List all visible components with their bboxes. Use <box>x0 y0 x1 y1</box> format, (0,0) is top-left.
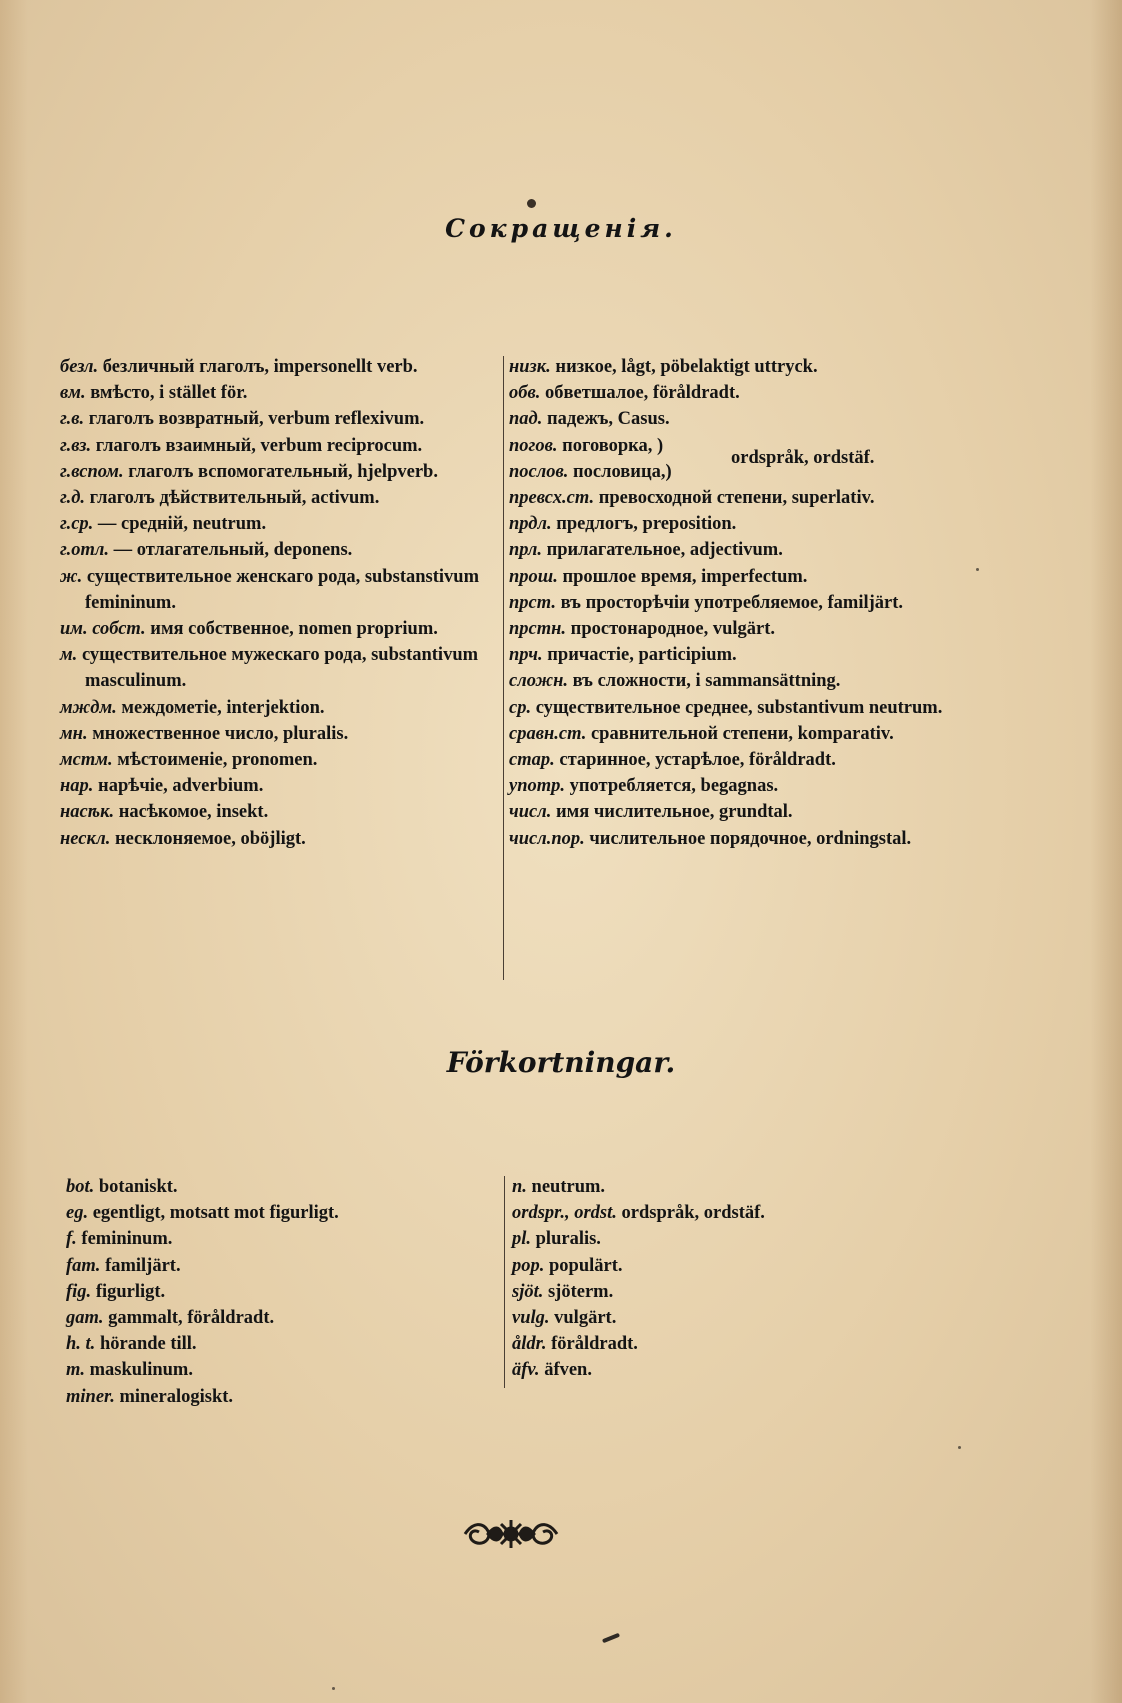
list-item <box>512 1226 942 1252</box>
meaning: neutrum. <box>531 1177 606 1197</box>
ink-speck <box>958 1446 961 1449</box>
abbreviation: прстн. <box>509 619 567 640</box>
meaning: figurligt. <box>95 1281 166 1302</box>
abbreviation: bot. <box>66 1177 95 1197</box>
list-item <box>60 695 500 721</box>
list-item <box>512 1253 942 1279</box>
meaning: ordspråk, ordstäf. <box>621 1203 765 1224</box>
russian-right-column <box>509 354 955 852</box>
list-item <box>66 1384 496 1410</box>
list-item <box>66 1331 496 1357</box>
abbreviation: числ.пор. <box>509 828 585 849</box>
meaning: несклоняемое, oböjligt. <box>114 828 306 849</box>
meaning: прошлое время, imperfectum. <box>562 566 808 587</box>
list-item <box>60 799 500 825</box>
meaning: maskulinum. <box>89 1360 193 1381</box>
meaning: мѣстоименіе, pronomen. <box>117 750 318 771</box>
abbreviation: превсх.ст. <box>509 488 595 508</box>
list-item <box>66 1305 496 1331</box>
list-item <box>60 380 500 406</box>
swedish-column-divider <box>504 1176 505 1388</box>
meaning: — средній, neutrum. <box>97 514 267 535</box>
list-item <box>512 1200 942 1226</box>
meaning: вмѣсто, i stället för. <box>90 383 248 404</box>
abbreviation: eg. <box>66 1203 89 1224</box>
list-item <box>60 826 500 852</box>
meaning: пословица,) <box>573 461 672 482</box>
meaning: обветшалое, föråldradt. <box>545 383 740 404</box>
meaning: поговорка, ) <box>562 435 664 456</box>
meaning: падежъ, Casus. <box>546 409 670 430</box>
abbreviation: ж. <box>60 566 83 587</box>
russian-left-column <box>60 354 500 852</box>
abbreviation: низк. <box>509 357 551 377</box>
abbreviation: h. t. <box>66 1334 96 1355</box>
abbreviation: безл. <box>60 357 99 377</box>
abbreviation: ordspr., ordst. <box>512 1203 617 1224</box>
list-item <box>509 511 955 537</box>
list-item <box>66 1279 496 1305</box>
list-item <box>60 537 500 563</box>
swedish-right-column <box>512 1174 942 1384</box>
list-item <box>512 1357 942 1383</box>
list-item <box>60 747 500 773</box>
meaning: числительное порядочное, ordningstal. <box>589 828 912 849</box>
list-item <box>60 642 500 694</box>
abbreviation: m. <box>66 1360 86 1381</box>
abbreviation: г.ср. <box>60 514 94 535</box>
abbreviation: м. <box>60 645 78 666</box>
meaning: употребляется, begagnas. <box>569 776 779 797</box>
ink-dot <box>527 199 536 208</box>
abbreviation: насѣк. <box>60 802 115 823</box>
abbreviation: äfv. <box>512 1360 540 1381</box>
meaning: глаголъ возвратный, verbum reflexivum. <box>88 409 425 430</box>
meaning: глаголъ вспомогательный, hjelpverb. <box>128 461 438 482</box>
list-item <box>509 406 955 432</box>
meaning: междометіе, interjektion. <box>121 697 325 718</box>
abbreviation: fig. <box>66 1281 92 1302</box>
meaning: имя собственное, nomen proprium. <box>150 619 438 640</box>
list-item <box>60 459 500 485</box>
meaning: äfven. <box>544 1360 592 1381</box>
abbreviation: обв. <box>509 383 541 404</box>
ink-mark <box>602 1633 620 1643</box>
abbreviation: åldr. <box>512 1334 547 1355</box>
list-item <box>512 1174 942 1200</box>
abbreviation: нескл. <box>60 828 111 849</box>
meaning: egentligt, motsatt mot figurligt. <box>92 1203 339 1224</box>
meaning: нарѣчіе, adverbium. <box>98 776 264 797</box>
list-item <box>509 747 955 773</box>
list-item <box>509 459 754 485</box>
meaning: причастіе, participium. <box>547 645 737 666</box>
abbreviation: gam. <box>66 1308 104 1329</box>
list-item <box>60 721 500 747</box>
abbreviation: вм. <box>60 383 86 404</box>
abbreviation: n. <box>512 1177 527 1197</box>
meaning: sjöterm. <box>547 1281 614 1302</box>
abbreviation: miner. <box>66 1386 115 1407</box>
meaning: безличный глаголъ, impersonellt verb. <box>102 357 418 377</box>
list-item <box>60 616 500 642</box>
abbreviation: vulg. <box>512 1308 550 1329</box>
proverb-bracket-group <box>509 433 955 485</box>
meaning: botaniskt. <box>98 1177 178 1197</box>
meaning: gammalt, föråldradt. <box>108 1308 275 1329</box>
list-item <box>60 485 500 511</box>
abbreviation: ср. <box>509 697 532 718</box>
meaning: низкое, lågt, pöbelaktigt uttryck. <box>555 357 818 377</box>
list-item <box>509 826 955 852</box>
list-item <box>509 380 955 406</box>
meaning: въ сложности, i sammansättning. <box>572 671 841 692</box>
meaning: familjärt. <box>105 1255 181 1276</box>
meaning: populärt. <box>549 1255 623 1276</box>
meaning: глаголъ дѣйствительный, activum. <box>89 488 380 509</box>
abbreviation: прч. <box>509 645 543 666</box>
abbreviation: pop. <box>512 1255 545 1276</box>
swedish-left-column <box>66 1174 496 1410</box>
list-item <box>509 485 955 511</box>
meaning: старинное, устарѣлое, föråldradt. <box>559 750 836 771</box>
meaning: сравнительной степени, komparativ. <box>590 723 894 744</box>
meaning: hörande till. <box>99 1334 197 1355</box>
list-item <box>66 1226 496 1252</box>
list-item <box>60 511 500 537</box>
list-item <box>509 773 955 799</box>
meaning: существительное мужескаго рода, substantivum masculinum. <box>81 645 479 692</box>
abbreviation: мстм. <box>60 750 113 771</box>
abbreviation: г.отл. <box>60 540 109 561</box>
meaning: pluralis. <box>535 1229 601 1250</box>
abbreviation: pl. <box>512 1229 532 1250</box>
list-item <box>509 433 754 459</box>
list-item <box>66 1200 496 1226</box>
meaning: прилагательное, adjectivum. <box>546 540 783 561</box>
meaning: простонародное, vulgärt. <box>570 619 775 640</box>
abbreviation: употр. <box>509 776 566 797</box>
meaning: существительное среднее, substantivum neutrum. <box>535 697 943 718</box>
list-item <box>509 695 955 721</box>
list-item <box>509 616 955 642</box>
abbreviation: числ. <box>509 802 552 823</box>
list-item <box>60 433 500 459</box>
list-item <box>66 1253 496 1279</box>
list-item <box>66 1357 496 1383</box>
meaning: vulgärt. <box>554 1308 617 1329</box>
list-item <box>509 590 955 616</box>
abbreviation: г.д. <box>60 488 86 509</box>
floral-ornament-icon <box>459 1516 563 1552</box>
swedish-abbreviations-heading: Förkortningar. <box>446 1046 676 1079</box>
meaning: множественное число, pluralis. <box>92 723 349 744</box>
ink-speck <box>332 1687 335 1690</box>
russian-abbreviations-heading: Сокращенія. <box>445 214 677 243</box>
abbreviation: сложн. <box>509 671 569 692</box>
meaning: предлогъ, preposition. <box>556 514 737 535</box>
list-item <box>509 537 955 563</box>
abbreviation: прдл. <box>509 514 552 535</box>
meaning: mineralogiskt. <box>119 1386 234 1407</box>
list-item <box>509 354 955 380</box>
abbreviation: г.вспом. <box>60 461 124 482</box>
abbreviation: стар. <box>509 750 555 771</box>
ink-speck <box>976 568 979 571</box>
abbreviation: пад. <box>509 409 543 430</box>
list-item <box>509 668 955 694</box>
list-item <box>66 1174 496 1200</box>
abbreviation: sjöt. <box>512 1281 544 1302</box>
abbreviation: нар. <box>60 776 94 797</box>
list-item <box>512 1305 942 1331</box>
list-item <box>509 642 955 668</box>
abbreviation: послов. <box>509 461 569 482</box>
bracket-translation: ordspråk, ordstäf. <box>731 447 875 468</box>
meaning: насѣкомое, insekt. <box>118 802 269 823</box>
russian-column-divider <box>503 356 504 980</box>
abbreviation: f. <box>66 1229 77 1250</box>
list-item <box>60 564 500 616</box>
abbreviation: мждм. <box>60 697 117 718</box>
abbreviation: мн. <box>60 723 88 744</box>
meaning: имя числительное, grundtal. <box>555 802 793 823</box>
list-item <box>60 354 500 380</box>
abbreviation: прст. <box>509 592 556 613</box>
abbreviation: сравн.ст. <box>509 723 587 744</box>
list-item <box>60 406 500 432</box>
abbreviation: fam. <box>66 1255 101 1276</box>
abbreviation: погов. <box>509 435 558 456</box>
abbreviation: г.вз. <box>60 435 92 456</box>
list-item <box>512 1331 942 1357</box>
meaning: превосходной степени, superlativ. <box>598 488 875 508</box>
list-item <box>60 773 500 799</box>
meaning: femininum. <box>81 1229 173 1250</box>
abbreviation: прл. <box>509 540 542 561</box>
list-item <box>509 799 955 825</box>
list-item <box>512 1279 942 1305</box>
meaning: — отлагательный, deponens. <box>113 540 353 561</box>
meaning: въ просторѣчіи употребляемое, familjärt. <box>560 592 904 613</box>
abbreviation: прош. <box>509 566 558 587</box>
abbreviation: г.в. <box>60 409 85 430</box>
abbreviation: им. собст. <box>60 619 146 640</box>
meaning: föråldradt. <box>551 1334 638 1355</box>
list-item <box>509 564 955 590</box>
meaning: глаголъ взаимный, verbum reciprocum. <box>95 435 423 456</box>
list-item <box>509 721 955 747</box>
meaning: существительное женскаго рода, substanstivum femininum. <box>85 566 479 613</box>
